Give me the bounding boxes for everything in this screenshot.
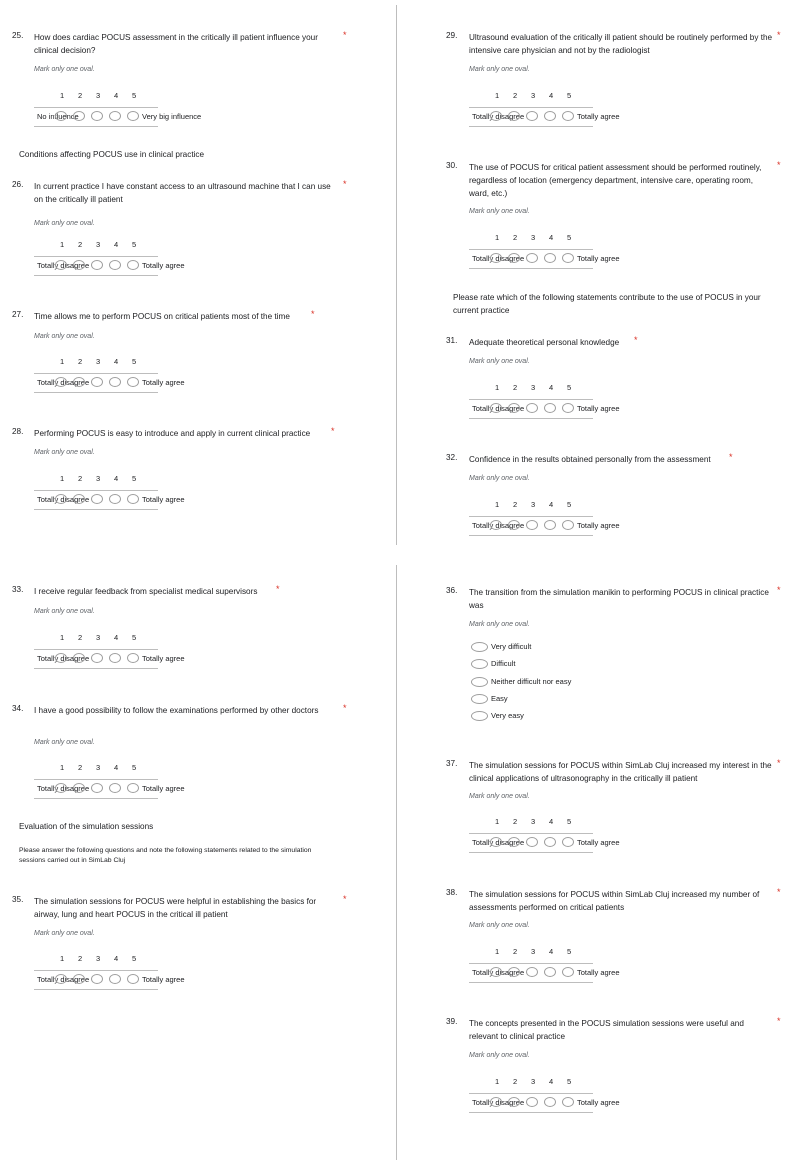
scale-high-label: Totally agree [577, 254, 620, 263]
mark-only-one-hint: Mark only one oval. [34, 930, 95, 937]
scale-oval[interactable] [91, 653, 103, 663]
required-asterisk: * [343, 894, 347, 904]
scale-number: 2 [78, 763, 83, 772]
scale-number: 4 [549, 233, 554, 242]
scale-oval[interactable] [109, 111, 121, 121]
linear-scale-row [34, 107, 202, 127]
scale-oval[interactable] [544, 111, 556, 121]
question-text: Time allows me to perform POCUS on critical patients most of the time [34, 312, 290, 321]
scale-oval[interactable] [526, 253, 538, 263]
mark-only-one-hint: Mark only one oval. [469, 1052, 530, 1059]
scale-oval[interactable] [73, 377, 85, 387]
question-number: 34. [12, 704, 24, 713]
scale-oval[interactable] [526, 967, 538, 977]
scale-number: 1 [495, 1077, 500, 1086]
scale-high-label: Totally agree [577, 112, 620, 121]
question-text: The concepts presented in the POCUS simulation sessions were useful and relevant to clinical practice [469, 1019, 744, 1041]
scale-oval[interactable] [73, 111, 85, 121]
scale-low-label: Totally disagree [472, 1098, 525, 1107]
scale-oval[interactable] [91, 377, 103, 387]
question-number: 28. [12, 427, 24, 436]
mark-only-one-hint: Mark only one oval. [469, 922, 530, 929]
scale-number: 2 [78, 954, 83, 963]
scale-high-label: Totally agree [577, 838, 620, 847]
scale-oval[interactable] [127, 974, 139, 984]
scale-oval[interactable] [55, 494, 67, 504]
radio-option[interactable] [471, 642, 531, 652]
scale-number: 1 [495, 500, 500, 509]
section-conditions: Conditions affecting POCUS use in clinical practice [19, 150, 205, 159]
scale-oval[interactable] [508, 1097, 520, 1107]
linear-scale-row [34, 256, 185, 276]
scale-low-label: Totally disagree [472, 521, 525, 530]
scale-number: 5 [132, 633, 137, 642]
required-asterisk: * [777, 585, 781, 595]
linear-scale-row [469, 963, 620, 983]
scale-high-label: Totally agree [577, 404, 620, 413]
scale-oval[interactable] [127, 260, 139, 270]
scale-low-label: No influence [37, 112, 79, 121]
linear-scale-row [34, 373, 185, 393]
scale-number: 4 [549, 817, 554, 826]
question-text: In current practice I have constant access to an ultrasound machine that I can use on the critically ill patient [34, 182, 331, 204]
mark-only-one-hint: Mark only one oval. [34, 220, 95, 227]
scale-number: 1 [60, 91, 65, 100]
scale-oval[interactable] [91, 111, 103, 121]
question-text: I have a good possibility to follow the examinations performed by other doctors [34, 706, 319, 715]
scale-number: 5 [132, 357, 137, 366]
scale-number: 2 [513, 91, 518, 100]
scale-oval[interactable] [562, 111, 574, 121]
question-number: 30. [446, 161, 458, 170]
scale-number: 5 [567, 947, 572, 956]
question-text: The simulation sessions for POCUS were helpful in establishing the basics for airway, lung and heart POCUS in the critical ill patient [34, 897, 317, 919]
scale-number: 3 [96, 954, 101, 963]
question-text: Adequate theoretical personal knowledge [469, 338, 620, 347]
radio-option-label: Very easy [491, 711, 524, 720]
scale-oval[interactable] [127, 783, 139, 793]
scale-oval[interactable] [526, 520, 538, 530]
scale-number: 1 [495, 233, 500, 242]
linear-scale-row [469, 833, 620, 853]
scale-number: 1 [495, 383, 500, 392]
scale-oval[interactable] [109, 974, 121, 984]
scale-oval[interactable] [127, 494, 139, 504]
scale-oval[interactable] [544, 520, 556, 530]
scale-high-label: Totally agree [142, 495, 185, 504]
scale-oval[interactable] [508, 520, 520, 530]
scale-high-label: Totally agree [142, 378, 185, 387]
scale-oval[interactable] [109, 494, 121, 504]
scale-number: 5 [567, 233, 572, 242]
scale-number: 4 [549, 383, 554, 392]
column-divider-top [396, 5, 397, 545]
section-evaluation: Evaluation of the simulation sessions [19, 822, 154, 831]
scale-number: 5 [132, 474, 137, 483]
scale-number: 2 [78, 633, 83, 642]
scale-number: 2 [513, 817, 518, 826]
scale-low-label: Totally disagree [472, 838, 525, 847]
scale-oval[interactable] [490, 967, 502, 977]
question-number: 35. [12, 895, 24, 904]
scale-oval[interactable] [109, 260, 121, 270]
required-asterisk: * [343, 703, 347, 713]
scale-high-label: Totally agree [142, 784, 185, 793]
scale-number: 3 [531, 947, 536, 956]
section-contribute: Please rate which of the following statements contribute to the use of POCUS in your current practice [453, 293, 761, 315]
scale-oval[interactable] [526, 837, 538, 847]
question-number: 36. [446, 586, 458, 595]
mark-only-one-hint: Mark only one oval. [34, 333, 95, 340]
scale-number: 4 [114, 91, 119, 100]
required-asterisk: * [777, 758, 781, 768]
scale-oval[interactable] [508, 403, 520, 413]
required-asterisk: * [729, 452, 733, 462]
question-text: I receive regular feedback from specialist medical supervisors [34, 587, 258, 596]
radio-oval[interactable] [471, 642, 488, 652]
scale-oval[interactable] [562, 403, 574, 413]
scale-high-label: Totally agree [142, 261, 185, 270]
scale-oval[interactable] [55, 653, 67, 663]
question-number: 26. [12, 180, 24, 189]
scale-oval[interactable] [526, 111, 538, 121]
radio-oval[interactable] [471, 711, 488, 721]
question-text: Ultrasound evaluation of the critically ill patient should be routinely performed by the intensive care physician and not by the radiologist [469, 33, 773, 55]
question-number: 25. [12, 31, 24, 40]
scale-low-label: Totally disagree [37, 261, 90, 270]
scale-number: 2 [78, 240, 83, 249]
mark-only-one-hint: Mark only one oval. [34, 66, 95, 73]
question-number: 27. [12, 310, 24, 319]
scale-oval[interactable] [490, 253, 502, 263]
scale-number: 1 [60, 474, 65, 483]
scale-low-label: Totally disagree [472, 254, 525, 263]
scale-number: 2 [513, 233, 518, 242]
scale-number: 3 [96, 357, 101, 366]
scale-oval[interactable] [490, 837, 502, 847]
scale-oval[interactable] [562, 967, 574, 977]
scale-oval[interactable] [109, 377, 121, 387]
scale-high-label: Totally agree [142, 975, 185, 984]
scale-number: 3 [531, 91, 536, 100]
scale-number: 4 [549, 947, 554, 956]
scale-number: 2 [513, 947, 518, 956]
scale-number: 3 [96, 633, 101, 642]
scale-number: 3 [531, 1077, 536, 1086]
scale-oval[interactable] [55, 260, 67, 270]
scale-number: 5 [132, 763, 137, 772]
scale-oval[interactable] [544, 403, 556, 413]
scale-number: 4 [114, 633, 119, 642]
scale-number: 4 [114, 474, 119, 483]
scale-number: 3 [531, 233, 536, 242]
question-number: 37. [446, 759, 458, 768]
scale-oval[interactable] [562, 253, 574, 263]
linear-scale-row [469, 516, 620, 536]
radio-option-label: Difficult [491, 659, 516, 668]
radio-option[interactable] [471, 659, 515, 669]
scale-oval[interactable] [91, 260, 103, 270]
required-asterisk: * [777, 1016, 781, 1026]
scale-oval[interactable] [127, 377, 139, 387]
scale-oval[interactable] [562, 520, 574, 530]
radio-option-label: Easy [491, 694, 508, 703]
scale-low-label: Totally disagree [37, 784, 90, 793]
scale-number: 1 [60, 357, 65, 366]
scale-number: 1 [495, 947, 500, 956]
mark-only-one-hint: Mark only one oval. [34, 739, 95, 746]
scale-oval[interactable] [544, 253, 556, 263]
scale-low-label: Totally disagree [472, 112, 525, 121]
scale-number: 4 [549, 91, 554, 100]
scale-number: 5 [567, 500, 572, 509]
scale-high-label: Totally agree [142, 654, 185, 663]
mark-only-one-hint: Mark only one oval. [469, 358, 530, 365]
scale-oval[interactable] [508, 837, 520, 847]
scale-number: 2 [513, 1077, 518, 1086]
question-number: 32. [446, 453, 458, 462]
question-text: How does cardiac POCUS assessment in the critically ill patient influence your clinical decision? [34, 33, 318, 55]
scale-number: 1 [495, 817, 500, 826]
radio-oval[interactable] [471, 694, 488, 704]
scale-number: 1 [60, 240, 65, 249]
scale-oval[interactable] [109, 783, 121, 793]
scale-oval[interactable] [73, 783, 85, 793]
scale-number: 3 [531, 817, 536, 826]
mark-only-one-hint: Mark only one oval. [34, 449, 95, 456]
linear-scale-row [34, 970, 185, 990]
required-asterisk: * [777, 887, 781, 897]
question-text: The use of POCUS for critical patient assessment should be performed routinely, regardless of location (emergency department, intensive care, operating room, ward, etc.) [469, 163, 762, 198]
scale-number: 5 [132, 91, 137, 100]
scale-oval[interactable] [490, 111, 502, 121]
question-number: 33. [12, 585, 24, 594]
question-text: The simulation sessions for POCUS within SimLab Cluj increased my number of assessments performed on critical patients [469, 890, 760, 912]
radio-option[interactable] [471, 694, 508, 704]
mark-only-one-hint: Mark only one oval. [469, 793, 530, 800]
scale-number: 2 [513, 383, 518, 392]
scale-oval[interactable] [73, 653, 85, 663]
scale-number: 5 [567, 1077, 572, 1086]
scale-low-label: Totally disagree [472, 404, 525, 413]
scale-oval[interactable] [562, 1097, 574, 1107]
linear-scale-row [34, 490, 185, 510]
required-asterisk: * [777, 160, 781, 170]
scale-oval[interactable] [508, 967, 520, 977]
scale-number: 1 [60, 954, 65, 963]
question-number: 38. [446, 888, 458, 897]
section-evaluation-instructions: Please answer the following questions and note the following statements related to the simulation sessions carried out in SimLab Cluj [19, 847, 312, 864]
scale-oval[interactable] [73, 974, 85, 984]
scale-oval[interactable] [490, 520, 502, 530]
scale-number: 5 [132, 954, 137, 963]
scale-number: 2 [78, 474, 83, 483]
scale-low-label: Totally disagree [37, 654, 90, 663]
scale-oval[interactable] [127, 653, 139, 663]
scale-oval[interactable] [91, 783, 103, 793]
scale-oval[interactable] [490, 1097, 502, 1107]
linear-scale-row [469, 399, 620, 419]
scale-number: 4 [114, 357, 119, 366]
scale-number: 1 [60, 633, 65, 642]
question-text: The transition from the simulation manikin to performing POCUS in clinical practice was [469, 588, 769, 610]
scale-number: 2 [78, 357, 83, 366]
radio-option[interactable] [471, 677, 571, 687]
scale-number: 3 [96, 240, 101, 249]
scale-low-label: Totally disagree [37, 495, 90, 504]
mark-only-one-hint: Mark only one oval. [469, 621, 530, 628]
scale-number: 5 [567, 91, 572, 100]
mark-only-one-hint: Mark only one oval. [34, 608, 95, 615]
scale-oval[interactable] [526, 1097, 538, 1107]
scale-low-label: Totally disagree [472, 968, 525, 977]
radio-option[interactable] [471, 711, 524, 721]
mark-only-one-hint: Mark only one oval. [469, 475, 530, 482]
question-number: 29. [446, 31, 458, 40]
scale-oval[interactable] [526, 403, 538, 413]
question-number: 31. [446, 336, 458, 345]
scale-oval[interactable] [91, 974, 103, 984]
scale-high-label: Totally agree [577, 1098, 620, 1107]
required-asterisk: * [634, 335, 638, 345]
scale-low-label: Totally disagree [37, 378, 90, 387]
question-text: Confidence in the results obtained personally from the assessment [469, 455, 711, 464]
scale-high-label: Very big influence [142, 112, 202, 121]
scale-number: 2 [513, 500, 518, 509]
column-divider-bottom [396, 565, 397, 1160]
mark-only-one-hint: Mark only one oval. [469, 208, 530, 215]
scale-oval[interactable] [562, 837, 574, 847]
radio-option-label: Very difficult [491, 642, 532, 651]
scale-number: 5 [567, 383, 572, 392]
required-asterisk: * [331, 426, 335, 436]
required-asterisk: * [343, 179, 347, 189]
scale-oval[interactable] [73, 260, 85, 270]
scale-number: 4 [549, 1077, 554, 1086]
scale-number: 3 [96, 91, 101, 100]
question-text: Performing POCUS is easy to introduce and apply in current clinical practice [34, 429, 311, 438]
radio-oval[interactable] [471, 659, 488, 669]
scale-oval[interactable] [508, 253, 520, 263]
scale-oval[interactable] [55, 783, 67, 793]
required-asterisk: * [276, 584, 280, 594]
required-asterisk: * [311, 309, 315, 319]
scale-oval[interactable] [109, 653, 121, 663]
linear-scale-row [469, 107, 620, 127]
scale-low-label: Totally disagree [37, 975, 90, 984]
scale-oval[interactable] [55, 974, 67, 984]
scale-number: 5 [132, 240, 137, 249]
required-asterisk: * [343, 30, 347, 40]
mark-only-one-hint: Mark only one oval. [469, 66, 530, 73]
question-number: 39. [446, 1017, 458, 1026]
linear-scale-row [469, 1093, 620, 1113]
scale-oval[interactable] [544, 1097, 556, 1107]
scale-number: 1 [495, 91, 500, 100]
radio-oval[interactable] [471, 677, 488, 687]
required-asterisk: * [777, 30, 781, 40]
scale-oval[interactable] [127, 111, 139, 121]
scale-oval[interactable] [544, 837, 556, 847]
linear-scale-row [34, 779, 185, 799]
question-text: The simulation sessions for POCUS within SimLab Cluj increased my interest in the clinical applications of ultrasonography in the critically ill patient [469, 761, 772, 783]
scale-number: 4 [114, 240, 119, 249]
scale-oval[interactable] [91, 494, 103, 504]
scale-number: 3 [531, 383, 536, 392]
scale-high-label: Totally agree [577, 968, 620, 977]
radio-option-label: Neither difficult nor easy [491, 677, 572, 686]
scale-oval[interactable] [490, 403, 502, 413]
linear-scale-row [34, 649, 185, 669]
scale-number: 5 [567, 817, 572, 826]
scale-number: 4 [549, 500, 554, 509]
scale-number: 1 [60, 763, 65, 772]
scale-oval[interactable] [55, 377, 67, 387]
scale-number: 3 [531, 500, 536, 509]
scale-oval[interactable] [73, 494, 85, 504]
scale-oval[interactable] [508, 111, 520, 121]
linear-scale-row [469, 249, 620, 269]
scale-oval[interactable] [544, 967, 556, 977]
scale-number: 3 [96, 474, 101, 483]
scale-number: 4 [114, 763, 119, 772]
scale-number: 3 [96, 763, 101, 772]
scale-oval[interactable] [55, 111, 67, 121]
scale-high-label: Totally agree [577, 521, 620, 530]
scale-number: 2 [78, 91, 83, 100]
scale-number: 4 [114, 954, 119, 963]
